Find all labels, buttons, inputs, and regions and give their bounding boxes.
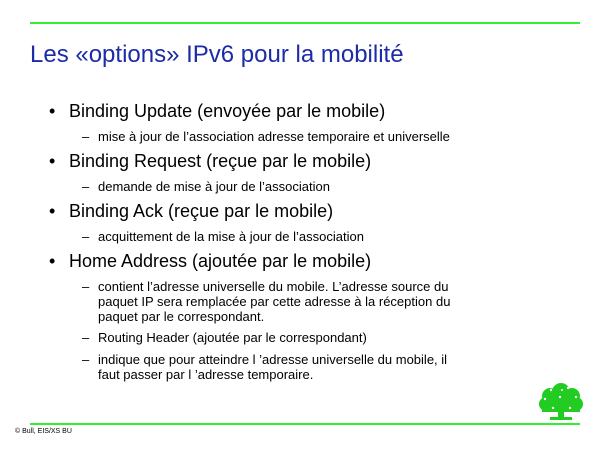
sub-item-text-line: paquet par le correspondant. <box>98 309 265 324</box>
bullet-text: Binding Update (envoyée par le mobile) <box>69 101 386 121</box>
sub-item-text: acquittement de la mise à jour de l’association <box>98 229 364 244</box>
sub-item-text: demande de mise à jour de l’association <box>98 179 330 194</box>
tree-logo-icon <box>538 381 584 421</box>
sub-item-text-line: contient l’adresse universelle du mobile. L’adresse source du <box>98 279 449 294</box>
dash-icon: – <box>82 179 90 194</box>
dash-icon: – <box>82 330 90 345</box>
bullet-text: Binding Request (reçue par le mobile) <box>69 151 372 171</box>
bullet-icon: • <box>49 101 56 121</box>
dash-icon: – <box>82 129 90 144</box>
dash-icon: – <box>82 279 90 294</box>
bullet-text: Home Address (ajoutée par le mobile) <box>69 251 372 271</box>
sub-item-text-line: indique que pour atteindre l ’adresse universelle du mobile, il <box>98 352 448 367</box>
bullet-icon: • <box>49 251 56 271</box>
sub-item-text-line: faut passer par l ’adresse temporaire. <box>98 367 314 382</box>
bottom-rule <box>30 423 580 425</box>
sub-item-text: Routing Header (ajoutée par le correspondant) <box>98 330 367 345</box>
dash-icon: – <box>82 352 90 367</box>
sub-item-text: mise à jour de l’association adresse temporaire et universelle <box>98 129 450 144</box>
footer-copyright: © Bull, EIS/XS BU <box>15 428 72 435</box>
slide-title: Les «options» IPv6 pour la mobilité <box>30 41 404 68</box>
bullet-text: Binding Ack (reçue par le mobile) <box>69 201 334 221</box>
bullet-icon: • <box>49 151 56 171</box>
bullet-icon: • <box>49 201 56 221</box>
top-rule <box>30 22 580 24</box>
sub-item-text-line: paquet IP sera remplacée par cette adresse à la réception du <box>98 294 451 309</box>
dash-icon: – <box>82 229 90 244</box>
